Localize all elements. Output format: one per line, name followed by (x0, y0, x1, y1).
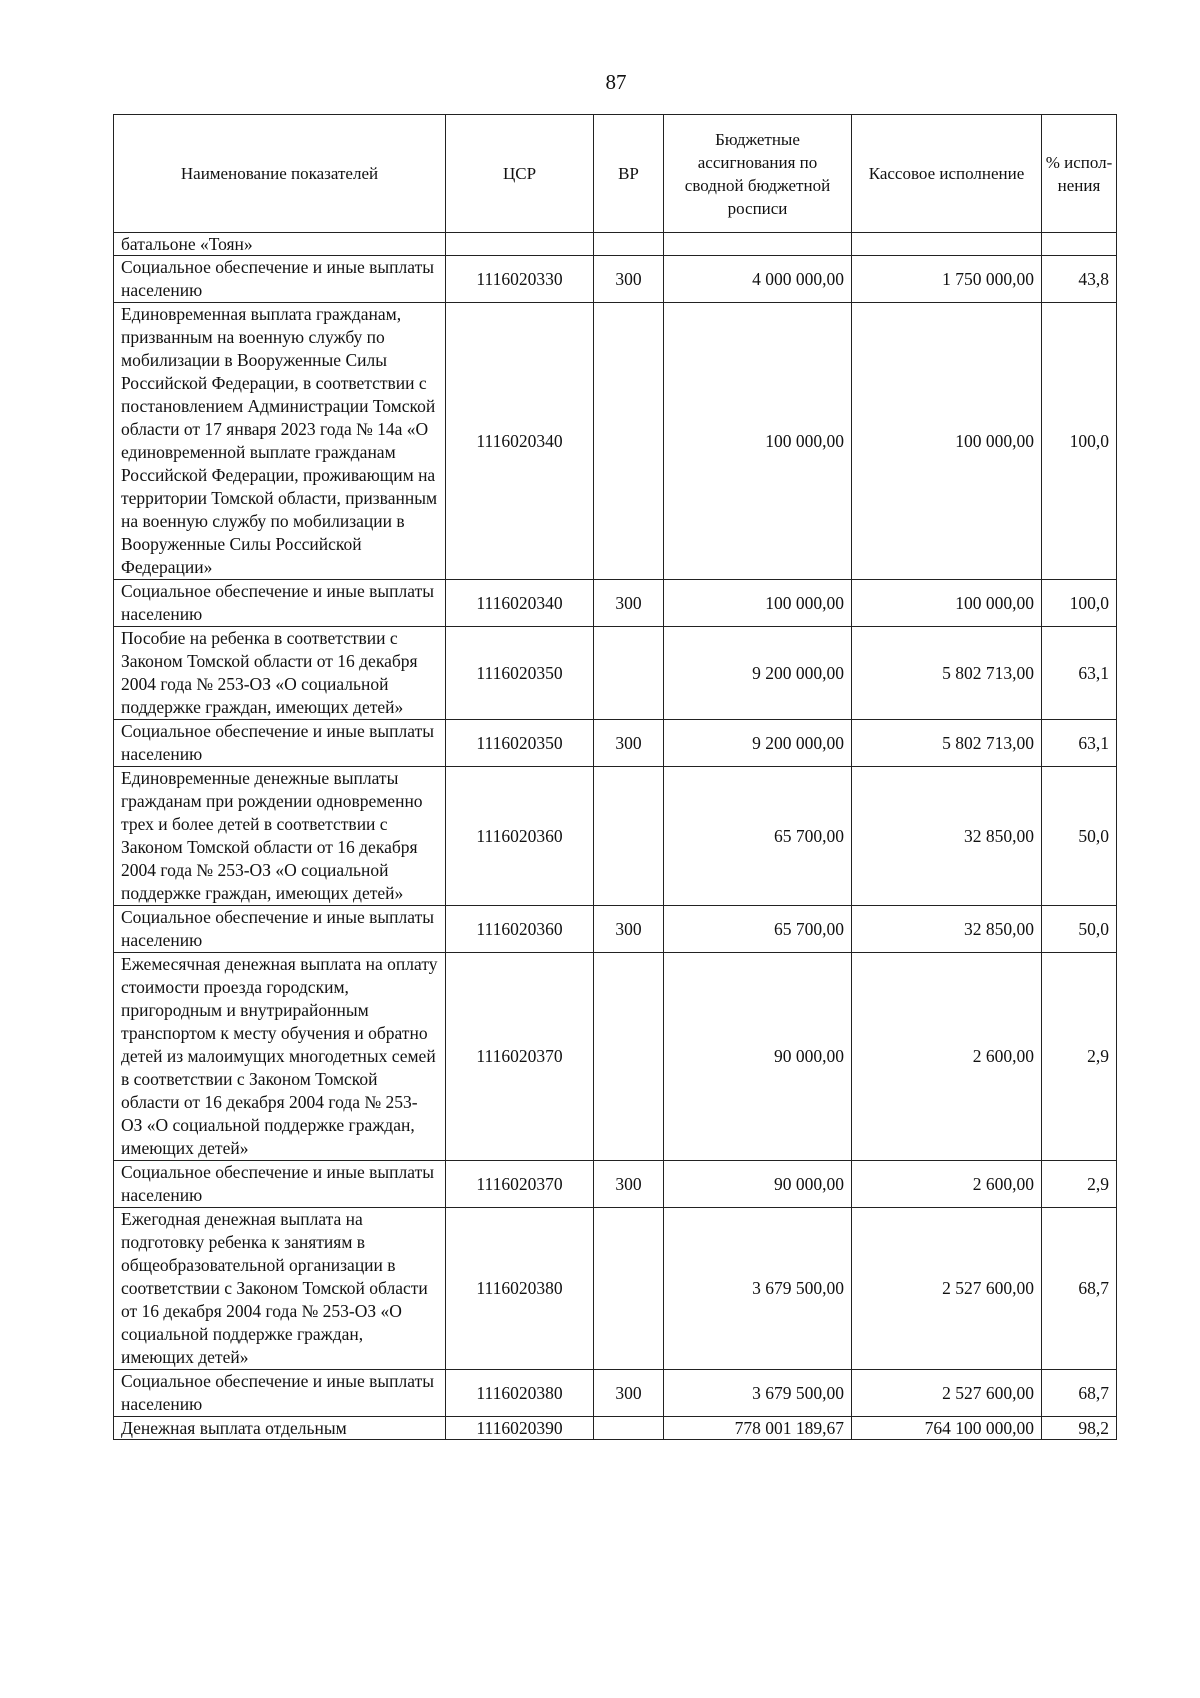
row-percent: 2,9 (1042, 953, 1117, 1161)
header-budget: Бюджетные ассигнования по сводной бюджетной росписи (664, 115, 852, 233)
header-percent: % испол-нения (1042, 115, 1117, 233)
row-vr: 300 (594, 720, 664, 767)
row-name: Пособие на ребенка в соответствии с Законом Томской области от 16 декабря 2004 года № 253-ОЗ «О социальной поддержке граждан, имеющих детей» (114, 627, 446, 720)
row-budget: 100 000,00 (664, 303, 852, 580)
row-budget: 9 200 000,00 (664, 720, 852, 767)
row-percent: 63,1 (1042, 720, 1117, 767)
row-cash: 5 802 713,00 (852, 627, 1042, 720)
row-csr: 1116020360 (446, 767, 594, 906)
row-name: Социальное обеспечение и иные выплаты населению (114, 1161, 446, 1208)
row-name: Ежегодная денежная выплата на подготовку ребенка к занятиям в общеобразовательной организации в соответствии с Законом Томской области от 16 декабря 2004 года № 253-ОЗ «О социальной поддержке граждан, имеющих детей» (114, 1208, 446, 1370)
page-number: 87 (605, 70, 627, 94)
row-cash (852, 233, 1042, 256)
table-row (114, 906, 1117, 953)
row-vr (594, 767, 664, 906)
row-cash: 5 802 713,00 (852, 720, 1042, 767)
table-row (114, 303, 1117, 580)
row-vr (594, 303, 664, 580)
table-row (114, 256, 1117, 303)
row-cash: 2 527 600,00 (852, 1208, 1042, 1370)
row-csr: 1116020350 (446, 720, 594, 767)
row-name: Денежная выплата отдельным (114, 1417, 446, 1440)
table-row (114, 1370, 1117, 1417)
table-row (114, 1161, 1117, 1208)
header-name: Наименование показателей (114, 115, 446, 233)
row-cash: 1 750 000,00 (852, 256, 1042, 303)
row-budget: 65 700,00 (664, 767, 852, 906)
row-csr: 1116020370 (446, 953, 594, 1161)
row-cash: 2 600,00 (852, 953, 1042, 1161)
row-vr: 300 (594, 906, 664, 953)
row-csr: 1116020360 (446, 906, 594, 953)
row-name: Единовременная выплата гражданам, призванным на военную службу по мобилизации в Вооруженные Силы Российской Федерации, в соответствии с постановлением Администрации Томской области от 17 января 2023 года № 14а «О единовременной выплате гражданам Российской Федерации, проживающим на территории Томской области, призванным на военную службу по мобилизации в Вооруженные Силы Российской Федерации» (114, 303, 446, 580)
table-row (114, 1208, 1117, 1370)
row-csr: 1116020380 (446, 1370, 594, 1417)
row-percent: 50,0 (1042, 906, 1117, 953)
row-csr: 1116020330 (446, 256, 594, 303)
table-row (114, 720, 1117, 767)
row-percent: 68,7 (1042, 1208, 1117, 1370)
row-csr: 1116020340 (446, 580, 594, 627)
header-cash: Кассовое исполнение (852, 115, 1042, 233)
row-percent: 100,0 (1042, 303, 1117, 580)
row-percent: 63,1 (1042, 627, 1117, 720)
row-name: Социальное обеспечение и иные выплаты населению (114, 580, 446, 627)
row-percent: 98,2 (1042, 1417, 1117, 1440)
row-budget: 90 000,00 (664, 1161, 852, 1208)
row-percent: 2,9 (1042, 1161, 1117, 1208)
table-row (114, 627, 1117, 720)
row-name: батальоне «Тоян» (114, 233, 446, 256)
row-percent: 100,0 (1042, 580, 1117, 627)
row-vr (594, 1208, 664, 1370)
row-vr (594, 627, 664, 720)
budget-execution-table (113, 114, 1117, 1440)
row-percent: 68,7 (1042, 1370, 1117, 1417)
row-budget: 3 679 500,00 (664, 1370, 852, 1417)
row-budget: 9 200 000,00 (664, 627, 852, 720)
table-row (114, 953, 1117, 1161)
row-cash: 764 100 000,00 (852, 1417, 1042, 1440)
row-vr (594, 953, 664, 1161)
row-vr: 300 (594, 1161, 664, 1208)
row-budget: 65 700,00 (664, 906, 852, 953)
row-csr: 1116020390 (446, 1417, 594, 1440)
row-csr: 1116020340 (446, 303, 594, 580)
row-vr: 300 (594, 580, 664, 627)
row-cash: 100 000,00 (852, 580, 1042, 627)
row-budget: 778 001 189,67 (664, 1417, 852, 1440)
table-row (114, 233, 1117, 256)
row-name: Социальное обеспечение и иные выплаты населению (114, 1370, 446, 1417)
row-csr: 1116020380 (446, 1208, 594, 1370)
row-name: Социальное обеспечение и иные выплаты населению (114, 906, 446, 953)
row-percent: 50,0 (1042, 767, 1117, 906)
row-cash: 100 000,00 (852, 303, 1042, 580)
table-row (114, 767, 1117, 906)
row-cash: 32 850,00 (852, 767, 1042, 906)
table-row (114, 580, 1117, 627)
row-vr (594, 233, 664, 256)
row-percent (1042, 233, 1117, 256)
row-csr: 1116020350 (446, 627, 594, 720)
row-cash: 2 527 600,00 (852, 1370, 1042, 1417)
row-budget: 3 679 500,00 (664, 1208, 852, 1370)
row-percent: 43,8 (1042, 256, 1117, 303)
row-cash: 32 850,00 (852, 906, 1042, 953)
row-name: Единовременные денежные выплаты гражданам при рождении одновременно трех и более детей в соответствии с Законом Томской области от 16 декабря 2004 года № 253-ОЗ «О социальной поддержке граждан, имеющих детей» (114, 767, 446, 906)
row-name: Социальное обеспечение и иные выплаты населению (114, 256, 446, 303)
table-header-row (114, 115, 1117, 233)
row-vr (594, 1417, 664, 1440)
row-vr: 300 (594, 1370, 664, 1417)
row-csr: 1116020370 (446, 1161, 594, 1208)
table-row (114, 1417, 1117, 1440)
row-budget: 4 000 000,00 (664, 256, 852, 303)
header-vr: ВР (594, 115, 664, 233)
row-cash: 2 600,00 (852, 1161, 1042, 1208)
row-name: Социальное обеспечение и иные выплаты населению (114, 720, 446, 767)
row-name: Ежемесячная денежная выплата на оплату стоимости проезда городским, пригородным и внутрирайонным транспортом к месту обучения и обратно детей из малоимущих многодетных семей в соответствии с Законом Томской области от 16 декабря 2004 года № 253-ОЗ «О социальной поддержке граждан, имеющих детей» (114, 953, 446, 1161)
row-budget: 100 000,00 (664, 580, 852, 627)
row-vr: 300 (594, 256, 664, 303)
header-csr: ЦСР (446, 115, 594, 233)
row-budget: 90 000,00 (664, 953, 852, 1161)
row-budget (664, 233, 852, 256)
row-csr (446, 233, 594, 256)
